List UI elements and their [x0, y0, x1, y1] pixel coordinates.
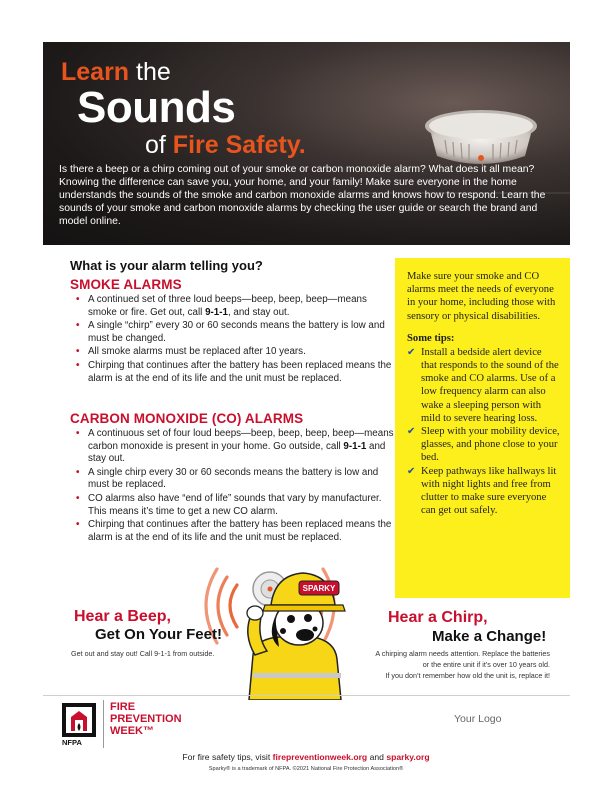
list-item: • A continuous set of four loud beeps—beep, beep, beep, beep—means carbon monoxide is present in your home. Go outside, call 9-1-1 and stay out.: [76, 428, 394, 465]
your-logo-placeholder: Your Logo: [454, 713, 502, 725]
section-question: What is your alarm telling you?: [70, 258, 263, 273]
chirp-note: A chirping alarm needs attention. Replace the batteries or the entire unit if it’s over 10 years old. If you don’t remember how old the unit is, replace it!: [375, 649, 550, 680]
smoke-alarms-heading: SMOKE ALARMS: [70, 277, 182, 292]
beep-slogan-line1: Hear a Beep,: [74, 608, 171, 625]
bullet-icon: •: [76, 466, 80, 478]
bullet-icon: •: [76, 294, 80, 305]
check-icon: ✔: [407, 346, 416, 358]
co-alarms-list: [76, 428, 396, 545]
list-item: • A continued set of three loud beeps—beep, beep, beep—means smoke or fire. Get out, call 9-1-1, and stay out.: [76, 294, 367, 318]
bullet-icon: •: [76, 519, 80, 531]
bullet-icon: •: [76, 359, 80, 371]
title-mark: .: [298, 131, 306, 159]
bullet-icon: •: [76, 428, 80, 439]
title-learn: Learn: [61, 58, 130, 86]
bullet-icon: •: [76, 320, 80, 332]
logo-divider: [103, 700, 104, 748]
firepreventionweek-link[interactable]: firepreventionweek.org: [272, 752, 368, 762]
bullet-icon: •: [76, 492, 80, 504]
title-of: of: [145, 131, 173, 159]
beep-slogan-line2: Get On Your Feet!: [95, 626, 222, 643]
tips-heading: Some tips:: [407, 332, 455, 344]
title-fire-safety: Fire Safety: [172, 131, 299, 159]
list-item: • Chirping that continues after the battery has been replaced means the alarm is at the end of its life and the unit must be replaced.: [76, 359, 392, 384]
intro-paragraph: Is there a beep or a chirp coming out of your smoke or carbon monoxide alarm? What does it all mean? Knowing the difference can save you, your home, and your family! Make sure everyone in the home understands the sounds of the smoke and carbon monoxide alarms and knows how to respond. Learn the sounds of your smoke and carbon monoxide alarms by checking the user guide or search the brand and model online.: [59, 164, 546, 227]
beep-note: Get out and stay out! Call 9-1-1 from outside.: [71, 649, 215, 658]
fire-prevention-week-logo: FIRE PREVENTION WEEK™: [110, 701, 182, 737]
chirp-slogan-line1: Hear a Chirp,: [388, 609, 488, 626]
page-title: [61, 58, 306, 160]
title-the: the: [129, 58, 171, 86]
hero-header: [43, 42, 570, 245]
list-item: • All smoke alarms must be replaced after 10 years.: [76, 346, 306, 358]
list-item: • A single chirp every 30 or 60 seconds means the battery is low and must be replaced.: [76, 466, 379, 491]
list-item: ✔ Keep pathways like hallways lit with night lights and free from clutter to make sure everyone can get out safely.: [407, 465, 557, 517]
nfpa-wordmark: NFPA: [62, 738, 82, 747]
trademark-notice: Sparky® is a trademark of NFPA. ©2021 National Fire Protection Association®: [208, 766, 404, 772]
footer-divider: [43, 695, 570, 696]
list-item: ✔ Install a bedside alert device that responds to the sound of the smoke and CO alarms. Use of a low frequency alarm can also wake a sleeping person with mild to severe hearing loss.: [407, 346, 559, 424]
check-icon: ✔: [407, 426, 416, 438]
title-sounds: Sounds: [77, 83, 236, 132]
list-item: • A single “chirp” every 30 or 60 seconds means the battery is low and must be changed.: [76, 320, 385, 344]
nfpa-logo-icon: [62, 703, 96, 737]
bullet-icon: •: [76, 346, 80, 358]
list-item: • CO alarms also have “end of life” sounds that vary by manufacturer. This means it’s time to get a new CO alarm.: [76, 492, 382, 517]
sparky-mascot: [195, 555, 390, 700]
visit-line: For fire safety tips, visit firepreventionweek.org and sparky.org: [182, 752, 430, 762]
check-icon: ✔: [407, 465, 416, 477]
chirp-slogan-line2: Make a Change!: [432, 628, 547, 645]
sparky-helmet-text: SPARKY: [302, 584, 336, 593]
list-item: ✔ Sleep with your mobility device, glasses, and phone close to your bed.: [407, 426, 560, 464]
co-alarms-heading: CARBON MONOXIDE (CO) ALARMS: [70, 411, 304, 426]
tips-box: [395, 258, 570, 598]
sparky-link[interactable]: sparky.org: [386, 752, 430, 762]
tips-lead: Make sure your smoke and CO alarms meet the needs of everyone in your home, including those with sensory or physical disabilities.: [407, 271, 556, 322]
list-item: • Chirping that continues after the battery has been replaced means the alarm is at the end of its life and the unit must be replaced.: [76, 519, 392, 543]
tips-list: [407, 346, 560, 518]
smoke-alarms-list: [76, 294, 396, 386]
